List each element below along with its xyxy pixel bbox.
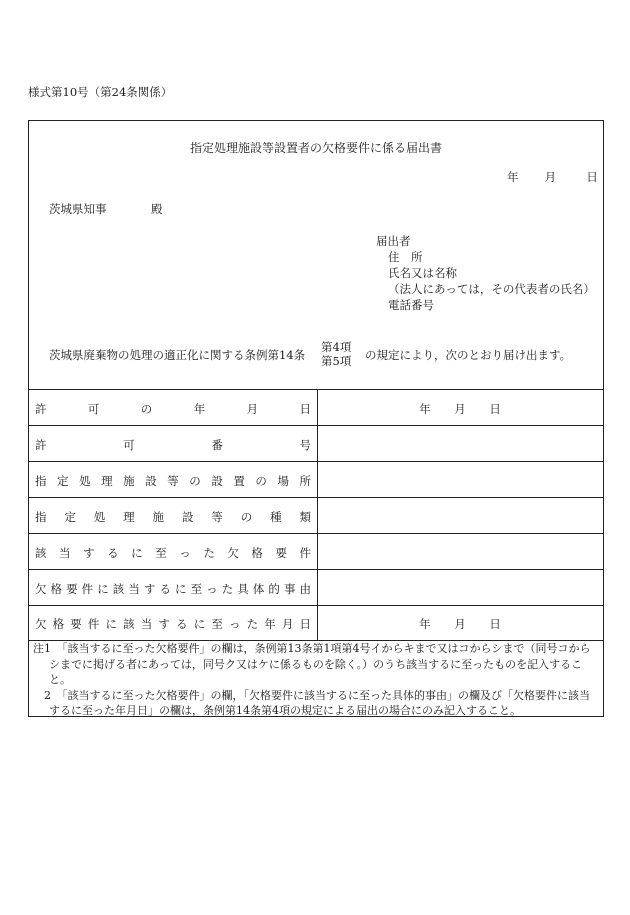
row-label-disqualification-date: 欠格要件に該当するに至った年月日 <box>35 617 311 631</box>
disq-date-day: 日 <box>489 617 501 631</box>
row-rule <box>29 533 603 534</box>
date-month: 月 <box>544 170 557 184</box>
row-label-facility-location: 指定処理施設等の設置の場所 <box>35 474 311 488</box>
row-rule <box>29 425 603 426</box>
permit-date-value <box>317 401 603 417</box>
row-rule <box>29 461 603 462</box>
date-day: 日 <box>586 170 598 184</box>
permit-date-day: 日 <box>489 402 501 416</box>
disq-date-year: 年 <box>419 617 431 631</box>
notifier-block <box>376 233 595 313</box>
date-year: 年 <box>507 170 519 184</box>
clause-4: 第4項 <box>321 340 352 354</box>
row-label-disqualification: 該当するに至った欠格要件 <box>35 546 311 560</box>
submission-date <box>507 169 598 185</box>
regulation-prefix: 茨城県廃棄物の処理の適正化に関する条例第14条 <box>49 348 306 362</box>
permit-date-year: 年 <box>419 402 431 416</box>
notifier-address-label: 住 所 <box>388 250 423 264</box>
column-divider <box>317 389 318 640</box>
regulation-suffix: の規定により，次のとおり届け出ます。 <box>365 348 572 362</box>
note-2: 2 「該当するに至った欠格要件」の欄，「欠格要件に該当するに至った具体的事由」の欄及び「欠格要件に該当するに至った年月日」の欄は，条例第14条第4項の規定による届出の場合にのみ記入すること。 <box>33 688 590 717</box>
row-label-facility-type: 指定処理施設等の種類 <box>35 510 311 524</box>
regulation-clauses <box>321 340 351 368</box>
row-label-specific-reason: 欠格要件に該当するに至った具体的事由 <box>35 582 311 596</box>
notifier-heading: 届出者 <box>376 234 411 248</box>
addressee-honorific: 殿 <box>151 202 163 216</box>
permit-date-month: 月 <box>454 402 466 416</box>
notifier-phone-label: 電話番号 <box>388 298 434 312</box>
disqualification-date-value <box>317 616 603 632</box>
notifier-name-label: 氏名又は名称 <box>388 266 457 280</box>
row-label-permit-number: 許可番号 <box>35 438 311 452</box>
row-label-permit-date: 許可の年月日 <box>35 402 311 416</box>
form-number: 様式第10号（第24条関係） <box>28 85 173 99</box>
notification-form <box>28 120 604 717</box>
notifier-name-note: （法人にあっては，その代表者の氏名） <box>388 282 595 296</box>
disq-date-month: 月 <box>454 617 466 631</box>
row-rule <box>29 569 603 570</box>
clause-5: 第5項 <box>321 354 352 368</box>
document-title: 指定処理施設等設置者の欠格要件に係る届出書 <box>189 141 442 155</box>
note-1: 注1 「該当するに至った欠格要件」の欄は，条例第13条第1項第4号イからキまで又はコからシまで（同号コからシまでに掲げる者にあっては，同号ク又はケに係るものを除く。）のうち該当するに至ったものを記入すること。 <box>33 642 591 686</box>
table-top-rule <box>29 389 603 390</box>
notes <box>33 641 599 719</box>
row-rule <box>29 605 603 606</box>
addressee-name: 茨城県知事 <box>49 202 107 216</box>
row-rule <box>29 497 603 498</box>
